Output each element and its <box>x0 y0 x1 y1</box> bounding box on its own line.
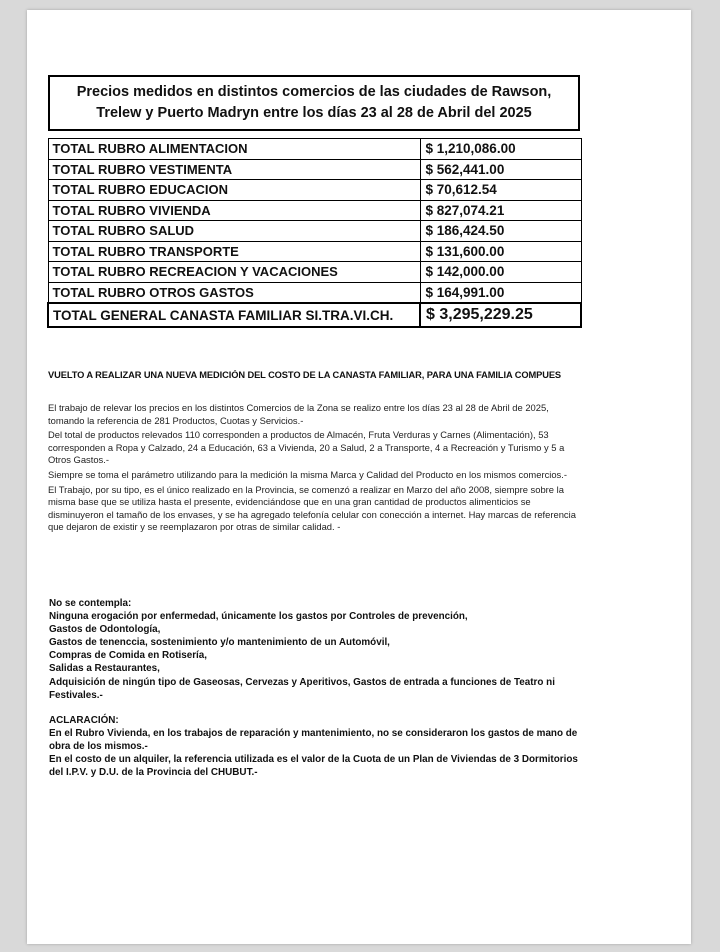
rubro-label: TOTAL RUBRO VESTIMENTA <box>48 159 420 180</box>
exclusion-item: Salidas a Restaurantes, <box>49 663 160 675</box>
rubro-amount: $ 164,991.00 <box>420 282 581 303</box>
rubro-label: TOTAL RUBRO SALUD <box>48 221 420 242</box>
rubro-label: TOTAL RUBRO EDUCACION <box>48 180 420 201</box>
description-text <box>48 402 578 536</box>
rubro-label: TOTAL RUBRO VIVIENDA <box>48 200 420 221</box>
total-amount: $ 3,295,229.25 <box>420 303 581 327</box>
table-row <box>48 262 581 283</box>
rubro-amount: $ 562,441.00 <box>420 159 581 180</box>
paragraph: Del total de productos relevados 110 corresponden a productos de Almacén, Fruta Verduras y Carnes (Alimentación), 53 corresponden a Ropa y Calzado, 24 a Educación, 63 a Vivienda, 20 a Salud, 2 a Transporte, 4 a Recreación y Turismo y 5 a Otros Gastos.- <box>48 429 565 466</box>
paragraph: El Trabajo, por su tipo, es el único realizado en la Provincia, se comenzó a realizar en Marzo del año 2008, siempre sobre la misma base que se utiliza hasta el presente, evidenciándose que en una gran cantidad de productos alimenticios se disminuyeron el tamaño de los envases, y se ha agregado telefonía celular con conección a internet. Hay marcas de referencia que dejaron de existir y se reemplazaron por otras de similar calidad. - <box>48 483 576 533</box>
table-row <box>48 241 581 262</box>
title-line-2: Trelew y Puerto Madryn entre los días 23 al 28 de Abril del 2025 <box>96 105 532 121</box>
table-row <box>48 180 581 201</box>
table-row <box>48 282 581 303</box>
rubro-amount: $ 827,074.21 <box>420 200 581 221</box>
document-title <box>48 75 580 131</box>
exclusion-item: Adquisición de ningún tipo de Gaseosas, Cervezas y Aperitivos, Gastos de entrada a funciones de Teatro ni Festivales.- <box>49 676 555 701</box>
table-row <box>48 221 581 242</box>
exclusion-item: Compras de Comida en Rotisería, <box>49 650 208 662</box>
rubro-label: TOTAL RUBRO ALIMENTACION <box>48 139 420 160</box>
table-row <box>48 139 581 160</box>
exclusion-item: Gastos de tenenccia, sostenimiento y/o mantenimiento de un Automóvil, <box>49 637 390 649</box>
section-heading: VUELTO A REALIZAR UNA NUEVA MEDICIÓN DEL COSTO DE LA CANASTA FAMILIAR, PARA UNA FAMILIA COMPUES <box>48 370 562 380</box>
rubro-label: TOTAL RUBRO OTROS GASTOS <box>48 282 420 303</box>
notes-section <box>49 597 589 779</box>
title-line-1: Precios medidos en distintos comercios de las ciudades de Rawson, <box>76 84 552 100</box>
exclusion-item: Gastos de Odontología, <box>49 624 161 636</box>
paragraph: Siempre se toma el parámetro utilizando para la medición la misma Marca y Calidad del Producto en los mismos comercios.- <box>48 468 567 480</box>
rubro-label: TOTAL RUBRO RECREACION Y VACACIONES <box>48 262 420 283</box>
table-row <box>48 159 581 180</box>
aclaracion-title: ACLARACIÓN: <box>49 714 119 726</box>
rubro-amount: $ 131,600.00 <box>420 241 581 262</box>
paragraph: El trabajo de relevar los precios en los distintos Comercios de la Zona se realizo entre los días 23 al 28 de Abril de 2025, tomando la referencia de 281 Productos, Cuotas y Servicios.- <box>48 402 549 426</box>
total-row <box>48 303 581 327</box>
rubro-label: TOTAL RUBRO TRANSPORTE <box>48 241 420 262</box>
total-label: TOTAL GENERAL CANASTA FAMILIAR SI.TRA.VI.CH. <box>48 303 420 327</box>
exclusion-item: Ninguna erogación por enfermedad, únicamente los gastos por Controles de prevención, <box>49 611 468 623</box>
table-row <box>48 200 581 221</box>
rubro-amount: $ 70,612.54 <box>420 180 581 201</box>
rubro-amount: $ 142,000.00 <box>420 262 581 283</box>
rubros-table <box>47 138 582 328</box>
aclaracion-item: En el costo de un alquiler, la referencia utilizada es el valor de la Cuota de un Plan de Viviendas de 3 Dormitorios del I.P.V. y D.U. de la Provincia del CHUBUT.- <box>49 754 578 779</box>
rubro-amount: $ 1,210,086.00 <box>420 139 581 160</box>
no-contempla-title: No se contempla: <box>49 598 132 609</box>
aclaracion-item: En el Rubro Vivienda, en los trabajos de reparación y mantenimiento, no se consideraron los gastos de mano de obra de los mismos.- <box>49 727 578 752</box>
rubro-amount: $ 186,424.50 <box>420 221 581 242</box>
